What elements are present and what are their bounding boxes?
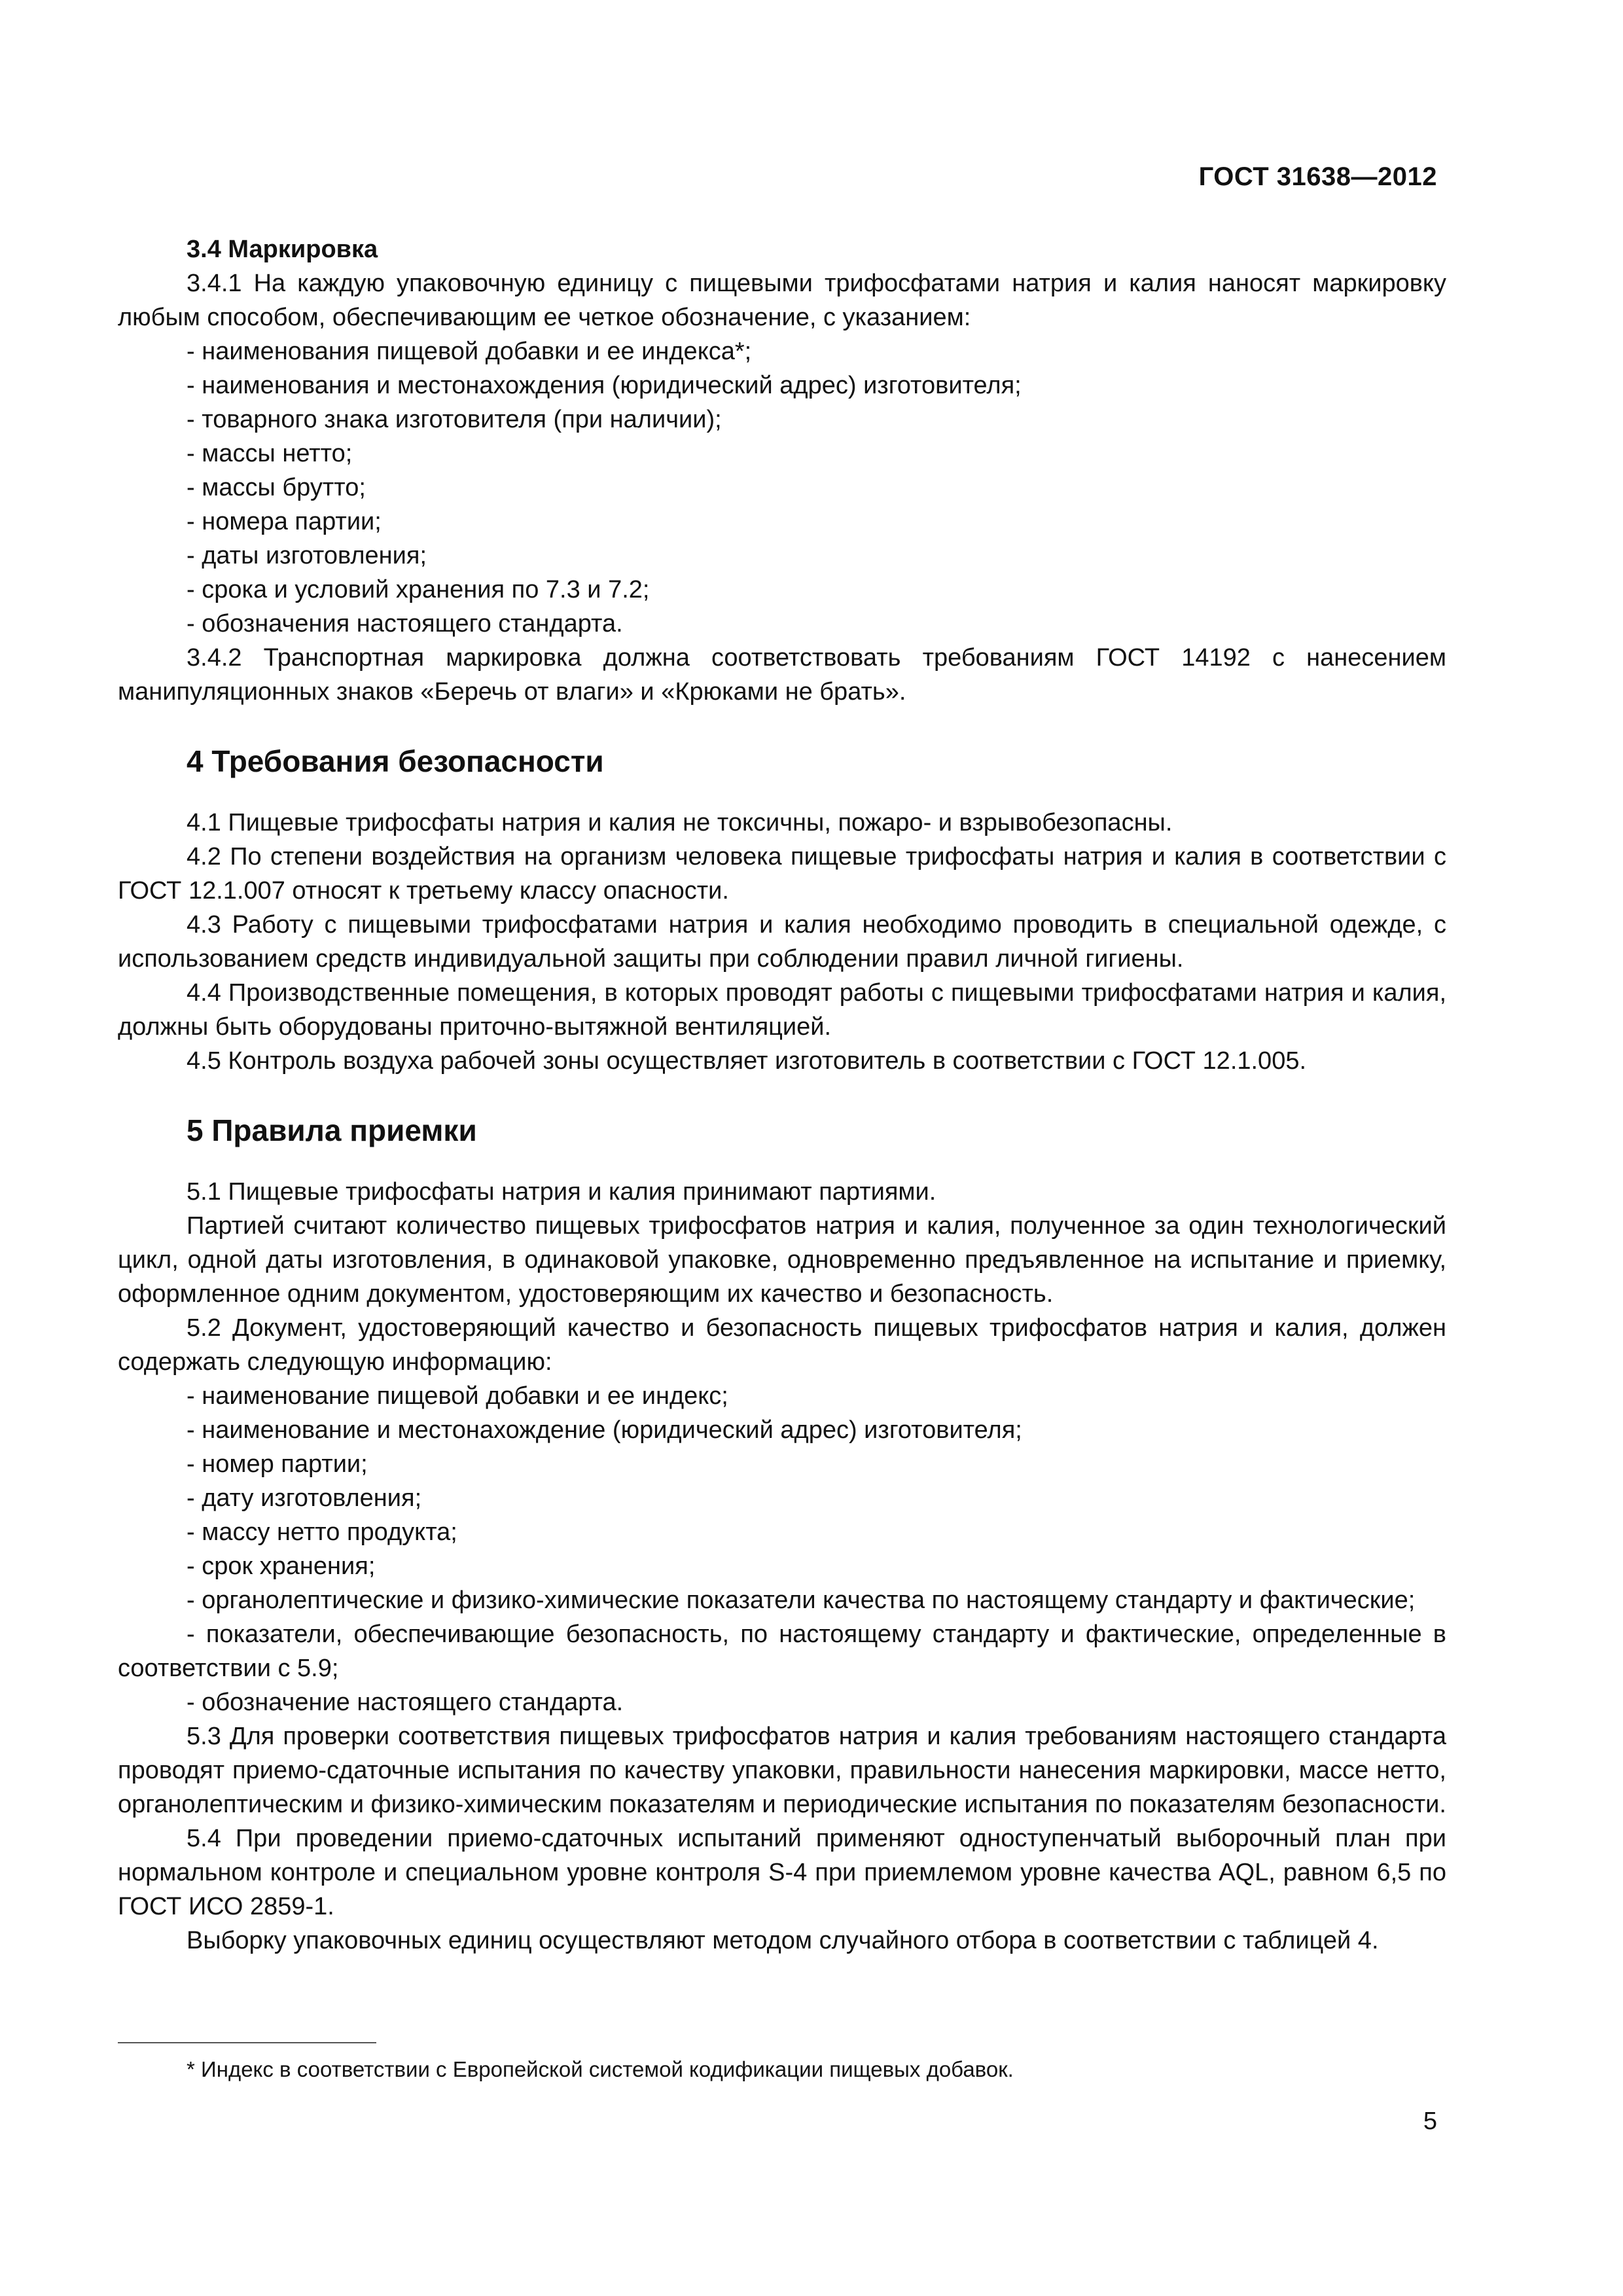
paragraph-3-4-2: 3.4.2 Транспортная маркировка должна соответствовать требованиям ГОСТ 14192 с нанесением манипуляционных знаков «Беречь от влаги» и «Крюками не брать». [118,644,1446,706]
list-item: - наименование и местонахождение (юридический адрес) изготовителя; [187,1416,1022,1444]
paragraph-4-1: 4.1 Пищевые трифосфаты натрия и калия не токсичны, пожаро- и взрывобезопасны. [187,809,1173,836]
list-item: - обозначение настоящего стандарта. [187,1689,624,1716]
document-body [118,232,1446,1958]
list-item: - массу нетто продукта; [187,1518,457,1546]
list-item: - срок хранения; [187,1552,376,1580]
list-item: - обозначения настоящего стандарта. [187,610,623,637]
paragraph-5-2: 5.2 Документ, удостоверяющий качество и безопасность пищевых трифосфатов натрия и калия, должен содержать следующую информацию: [118,1314,1446,1376]
list-item: - показатели, обеспечивающие безопасность, по настоящему стандарту и фактические, определенные в соответствии с 5.9; [118,1621,1446,1682]
list-item: - номера партии; [187,508,382,535]
list-item: - срока и условий хранения по 7.3 и 7.2; [187,576,650,603]
list-item: - товарного знака изготовителя (при наличии); [187,406,722,433]
marking-list [118,334,1446,641]
paragraph-4-3: 4.3 Работу с пищевыми трифосфатами натрия и калия необходимо проводить в специальной одежде, с использованием средств индивидуальной защиты при соблюдении правил личной гигиены. [118,911,1446,973]
paragraph-4-5: 4.5 Контроль воздуха рабочей зоны осуществляет изготовитель в соответствии с ГОСТ 12.1.005. [187,1047,1307,1075]
standard-code-header: ГОСТ 31638—2012 [1198,162,1437,191]
list-item: - наименование пищевой добавки и ее индекс; [187,1382,728,1410]
paragraph-5-3: 5.3 Для проверки соответствия пищевых трифосфатов натрия и калия требованиям настоящего стандарта проводят приемо-сдаточные испытания по качеству упаковки, правильности нанесения маркировки, массе нетто, органолептическим и физико-химическим показателям и периодические испытания по показателям безопасности. [118,1723,1446,1818]
footnote-divider [118,2042,376,2043]
section-title-4: 4 Требования безопасности [187,744,604,778]
paragraph-5-1-lot-definition: Партией считают количество пищевых трифосфатов натрия и калия, полученное за один технологический цикл, одной даты изготовления, в одинаковой упаковке, одновременно предъявленное на испытание и приемку, оформленное одним документом, удостоверяющим их качество и безопасность. [118,1212,1446,1308]
list-item: - даты изготовления; [187,542,427,569]
list-item: - массы брутто; [187,474,366,501]
list-item: - наименования пищевой добавки и ее индекса*; [187,338,752,365]
section-title-5: 5 Правила приемки [187,1113,477,1147]
list-item: - органолептические и физико-химические показатели качества по настоящему стандарту и фактические; [187,1587,1416,1614]
list-item: - массы нетто; [187,440,353,467]
list-item: - дату изготовления; [187,1484,422,1512]
list-item: - номер партии; [187,1450,368,1478]
paragraph-5-1: 5.1 Пищевые трифосфаты натрия и калия принимают партиями. [187,1178,936,1206]
subsection-title-3-4: 3.4 Маркировка [187,236,378,263]
page-number: 5 [1423,2108,1437,2135]
paragraph-5-4-sampling: Выборку упаковочных единиц осуществляют методом случайного отбора в соответствии с таблицей 4. [187,1927,1379,1954]
list-item: - наименования и местонахождения (юридический адрес) изготовителя; [187,372,1022,399]
footnote: * Индекс в соответствии с Европейской системой кодификации пищевых добавок. [187,2057,1014,2081]
paragraph-4-2: 4.2 По степени воздействия на организм человека пищевые трифосфаты натрия и калия в соответствии с ГОСТ 12.1.007 относят к третьему классу опасности. [118,843,1446,905]
paragraph-3-4-1: 3.4.1 На каждую упаковочную единицу с пищевыми трифосфатами натрия и калия наносят маркировку любым способом, обеспечивающим ее четкое обозначение, с указанием: [118,270,1446,331]
paragraph-5-4: 5.4 При проведении приемо-сдаточных испытаний применяют одноступенчатый выборочный план при нормальном контроле и специальном уровне контроля S-4 при приемлемом уровне качества AQL, равном 6,5 по ГОСТ ИСО 2859-1. [118,1825,1446,1920]
document-info-list [118,1379,1446,1719]
paragraph-4-4: 4.4 Производственные помещения, в которых проводят работы с пищевыми трифосфатами натрия и калия, должны быть оборудованы приточно-вытяжной вентиляцией. [118,979,1446,1041]
